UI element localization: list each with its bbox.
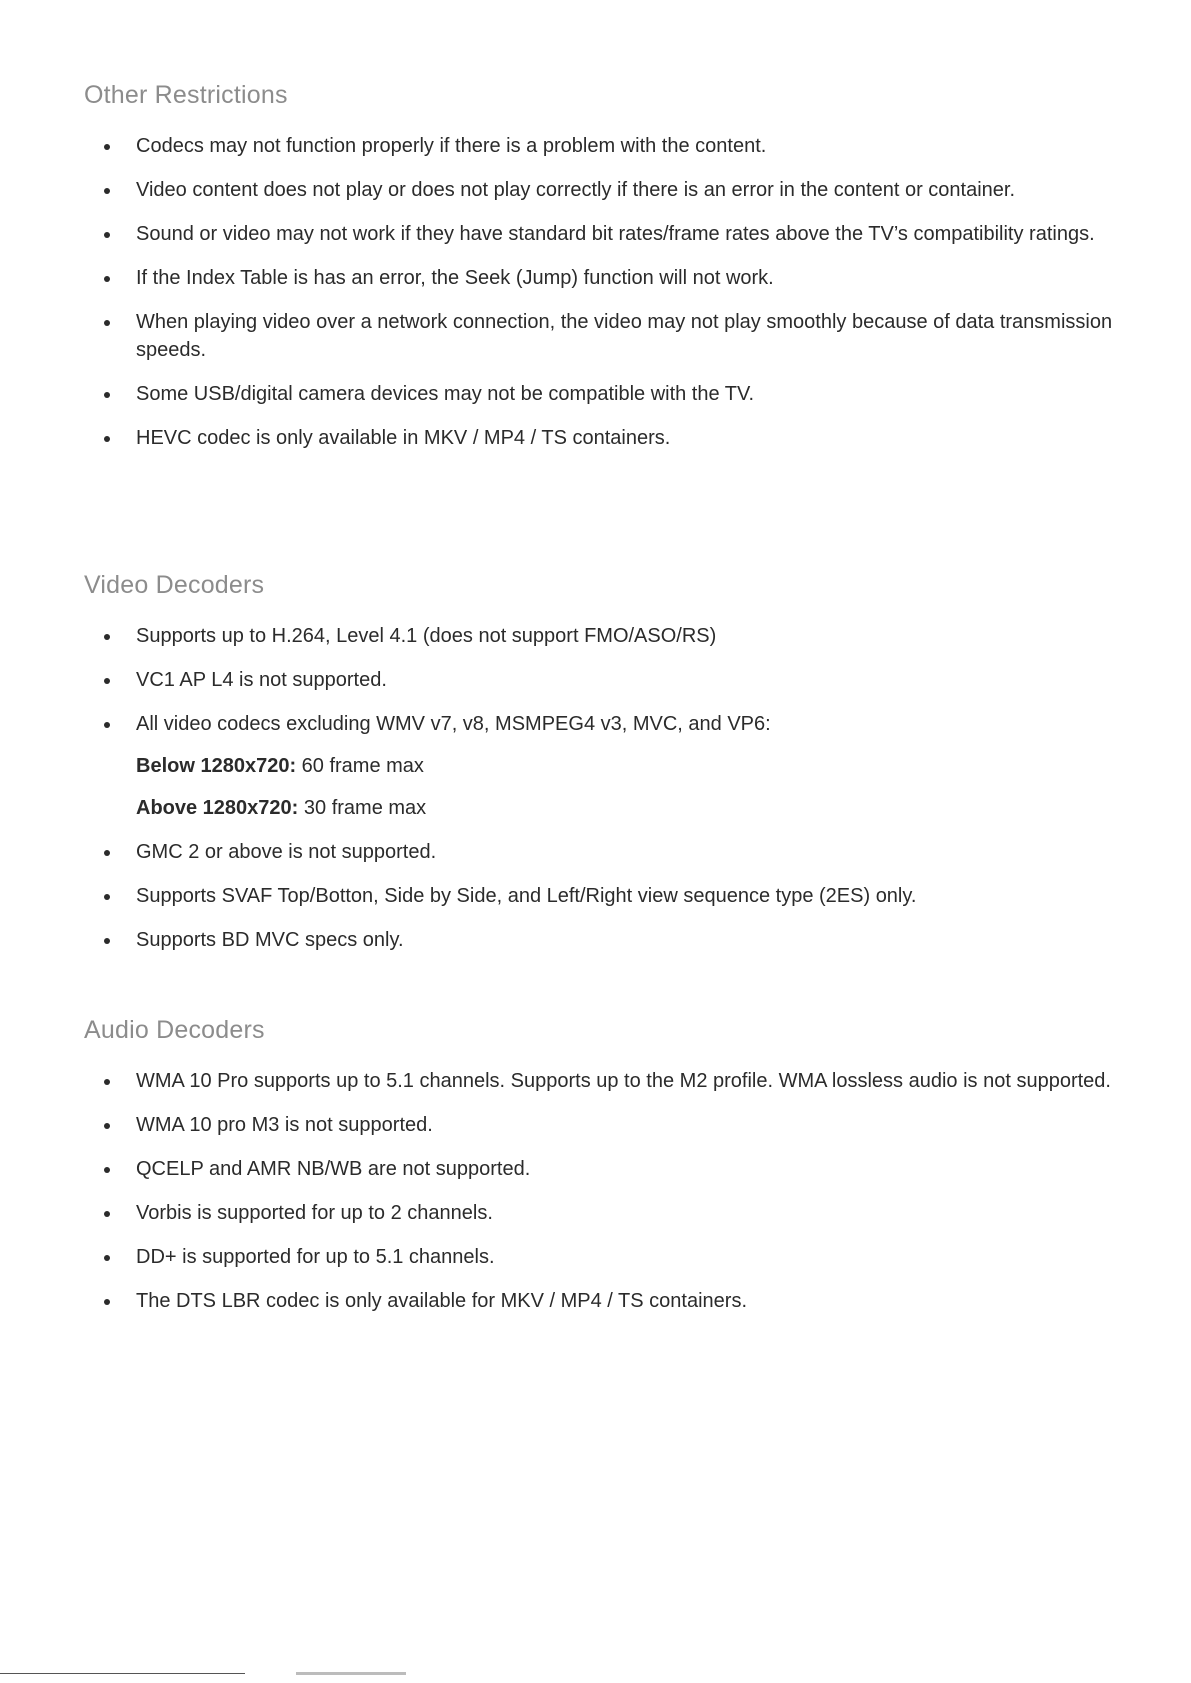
list-item-text: DD+ is supported for up to 5.1 channels. [136,1246,495,1268]
list-item-text: WMA 10 Pro supports up to 5.1 channels. Supports up to the M2 profile. WMA lossless audio is not supported. [136,1070,1111,1092]
list-item-text: Codecs may not function properly if there is a problem with the content. [136,135,767,157]
resolution-label: Above 1280x720: [136,797,299,819]
list-item-text: GMC 2 or above is not supported. [136,841,437,863]
list-item-text: QCELP and AMR NB/WB are not supported. [136,1158,531,1180]
list-item [84,380,1124,408]
footer-divider [0,1673,245,1674]
bullet-icon [104,634,110,640]
footer-scan-mark [296,1672,406,1675]
list-item [84,1111,1124,1139]
bullet-icon [104,678,110,684]
list-item [84,666,1124,694]
list-item-text: If the Index Table is has an error, the Seek (Jump) function will not work. [136,267,774,289]
list-item [84,926,1124,954]
section-title: Other Restrictions [84,81,288,109]
list-item [84,1287,1124,1315]
list-item [84,710,1124,738]
bullet-icon [104,392,110,398]
list-item [84,308,1124,364]
list-item-text: Supports SVAF Top/Botton, Side by Side, and Left/Right view sequence type (2ES) only. [136,885,917,907]
bullet-icon [104,188,110,194]
bullet-icon [104,320,110,326]
bullet-icon [104,894,110,900]
list-item-text: The DTS LBR codec is only available for MKV / MP4 / TS containers. [136,1290,747,1312]
list-item [84,1199,1124,1227]
section-audio-decoders [84,1015,1124,1315]
list-item-text: Vorbis is supported for up to 2 channels. [136,1202,493,1224]
resolution-value: 60 frame max [296,755,424,777]
list-item [84,264,1124,292]
resolution-limit-line [84,752,1124,780]
bullet-icon [104,1123,110,1129]
bullet-list [84,132,1124,452]
bullet-icon [104,1255,110,1261]
bullet-icon [104,938,110,944]
list-item [84,882,1124,910]
section-title: Audio Decoders [84,1016,265,1044]
bullet-icon [104,276,110,282]
bullet-icon [104,1299,110,1305]
list-item-text: When playing video over a network connection, the video may not play smoothly because of data transmission speeds. [136,311,1113,361]
bullet-icon [104,232,110,238]
list-item-text: All video codecs excluding WMV v7, v8, MSMPEG4 v3, MVC, and VP6: [136,713,771,735]
bullet-icon [104,436,110,442]
list-item-text: Supports BD MVC specs only. [136,929,404,951]
bullet-list [84,622,1124,738]
list-item-text: Supports up to H.264, Level 4.1 (does not support FMO/ASO/RS) [136,625,717,647]
list-item-text: Some USB/digital camera devices may not be compatible with the TV. [136,383,755,405]
bullet-icon [104,722,110,728]
bullet-icon [104,1079,110,1085]
list-item [84,132,1124,160]
resolution-label: Below 1280x720: [136,755,297,777]
list-item [84,1067,1124,1095]
bullet-list [84,1067,1124,1315]
section-other-restrictions [84,80,1124,452]
list-item-text: WMA 10 pro M3 is not supported. [136,1114,433,1136]
list-item [84,1243,1124,1271]
bullet-icon [104,850,110,856]
list-item-text: VC1 AP L4 is not supported. [136,669,387,691]
bullet-icon [104,1167,110,1173]
bullet-icon [104,144,110,150]
bullet-icon [104,1211,110,1217]
list-item [84,424,1124,452]
bullet-list [84,838,1124,954]
list-item [84,838,1124,866]
section-title: Video Decoders [84,571,265,599]
list-item-text: Video content does not play or does not play correctly if there is an error in the content or container. [136,179,1016,201]
section-video-decoders [84,570,1124,954]
resolution-limit-line [84,794,1124,822]
list-item-text: Sound or video may not work if they have standard bit rates/frame rates above the TV’s compatibility ratings. [136,223,1095,245]
list-item [84,622,1124,650]
list-item-text: HEVC codec is only available in MKV / MP4 / TS containers. [136,427,671,449]
list-item [84,220,1124,248]
list-item [84,1155,1124,1183]
resolution-value: 30 frame max [298,797,427,819]
list-item [84,176,1124,204]
